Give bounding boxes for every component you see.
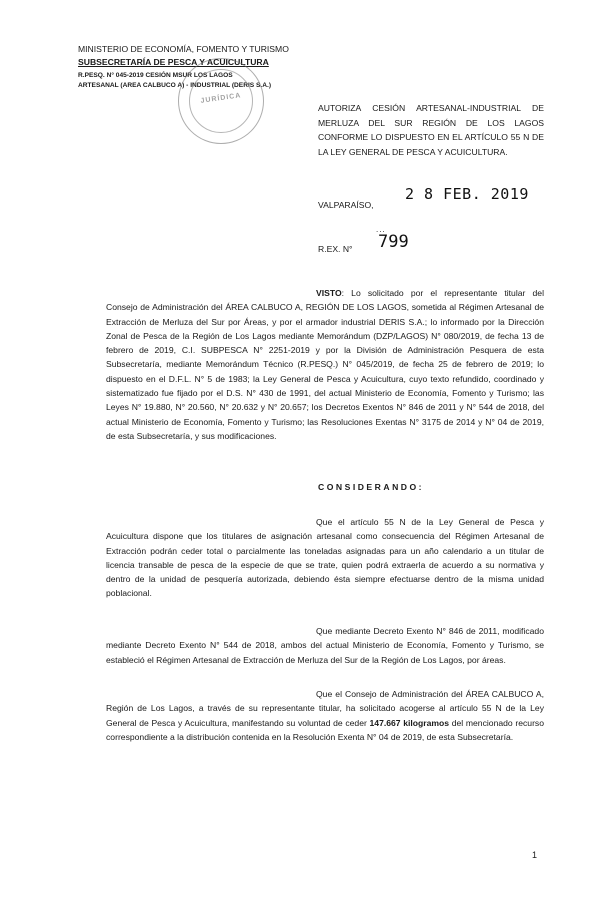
ministry-name: MINISTERIO DE ECONOMÍA, FOMENTO Y TURISMO xyxy=(78,44,289,54)
page-number: 1 xyxy=(532,850,538,860)
visto-paragraph xyxy=(106,286,544,443)
p3-text-before: Que el Consejo de Administración del ÁREA CALBUCO A, Región de Los Lagos, a través de su representante titular, ha solicitado acogerse al artículo 55 N de la Ley General de Pesca y Acuicultura, manifestando su voluntad de ceder xyxy=(106,689,544,728)
reference-line-2: ARTESANAL (AREA CALBUCO A) - INDUSTRIAL (DERIS S.A.) xyxy=(78,82,272,89)
stamp-label: JURÍDICA xyxy=(200,92,242,105)
number-dots: ... xyxy=(376,225,386,234)
place-label: VALPARAÍSO, xyxy=(318,200,374,210)
resolution-date: 2 8 FEB. 2019 xyxy=(405,185,529,203)
considerando-paragraph-3 xyxy=(106,687,544,744)
considerando-paragraph-1: Que el artículo 55 N de la Ley General de Pesca y Acuicultura dispone que los titulares de asignación artesanal como consecuencia del Régimen Artesanal de Extracción podrán ceder total o parcialmente las toneladas asignadas para un año calendario a un titular de licencia transable de pesca de la especie de que se trate, quien podrá extraerla de acuerdo a su normativa y dentro de la unidad de pesquería autorizada, debiendo ésta siempre efectuarse dentro de la misma unidad poblacional. xyxy=(106,517,544,599)
considerando-paragraph-2: Que mediante Decreto Exento N° 846 de 2011, modificado mediante Decreto Exento N° 544 de 2018, ambos del actual Ministerio de Economía, Fomento y Turismo, se estableció el Régimen Artesanal de Extracción de Merluza del Sur de la Región de Los Lagos, por áreas. xyxy=(106,626,544,665)
reference-line-1: R.PESQ. N° 045-2019 CESIÓN MSUR LOS LAGOS xyxy=(78,72,233,79)
resolution-number-label: R.EX. N° xyxy=(318,244,353,254)
subsecretaria-name: SUBSECRETARÍA DE PESCA Y ACUICULTURA xyxy=(78,57,269,67)
visto-text: : Lo solicitado por el representante titular del Consejo de Administración del ÁREA CALBUCO A, REGIÓN DE LOS LAGOS, sometida al Régimen Artesanal de Extracción de Merluza del Sur por Áreas, y por el armador industrial DERIS S.A.; lo informado por la Dirección Zonal de Pesca de la Región de Los Lagos mediante Memorándum (DZP/LAGOS) N° 080/2019, de fecha 13 de febrero de 2019, C.I. SUBPESCA N° 2251-2019 y por la División de Administración Pesquera de esta Subsecretaría, mediante Memorándum Técnico (R.PESQ.) N° 045/2019, de fecha 25 de febrero de 2019; lo dispuesto en el D.F.L. N° 5 de 1983; la Ley General de Pesca y Acuicultura, cuyo texto refundido, coordinado y sistematizado fue fijado por el D.S. N° 430 de 1991, del actual Ministerio de Economía, Fomento y Turismo; las Leyes N° 19.880, N° 20.560, N° 20.632 y N° 20.657; los Decretos Exentos N° 846 de 2011 y N° 544 de 2018, del actual Ministerio de Economía, Fomento y Turismo; las Resoluciones Exentas N° 3175 de 2014 y N° 04 de 2019, de esta Subsecretaría, y sus modificaciones. xyxy=(106,288,544,441)
legal-stamp xyxy=(178,58,264,144)
considerando-heading: CONSIDERANDO: xyxy=(318,482,425,492)
visto-lead: VISTO xyxy=(316,288,342,298)
p3-text-after: del mencionado recurso correspondiente a la distribución contenida en la Resolución Exenta N° 04 de 2019, de esta Subsecretaría. xyxy=(106,717,545,742)
resolution-number: 799 xyxy=(378,232,409,252)
resolution-subject: AUTORIZA CESIÓN ARTESANAL-INDUSTRIAL DE MERLUZA DEL SUR REGIÓN DE LOS LAGOS CONFORME LO DISPUESTO EN EL ARTÍCULO 55 N DE LA LEY GENERAL DE PESCA Y ACUICULTURA. xyxy=(318,103,544,157)
p3-quantity: 147.667 kilogramos xyxy=(369,717,450,728)
